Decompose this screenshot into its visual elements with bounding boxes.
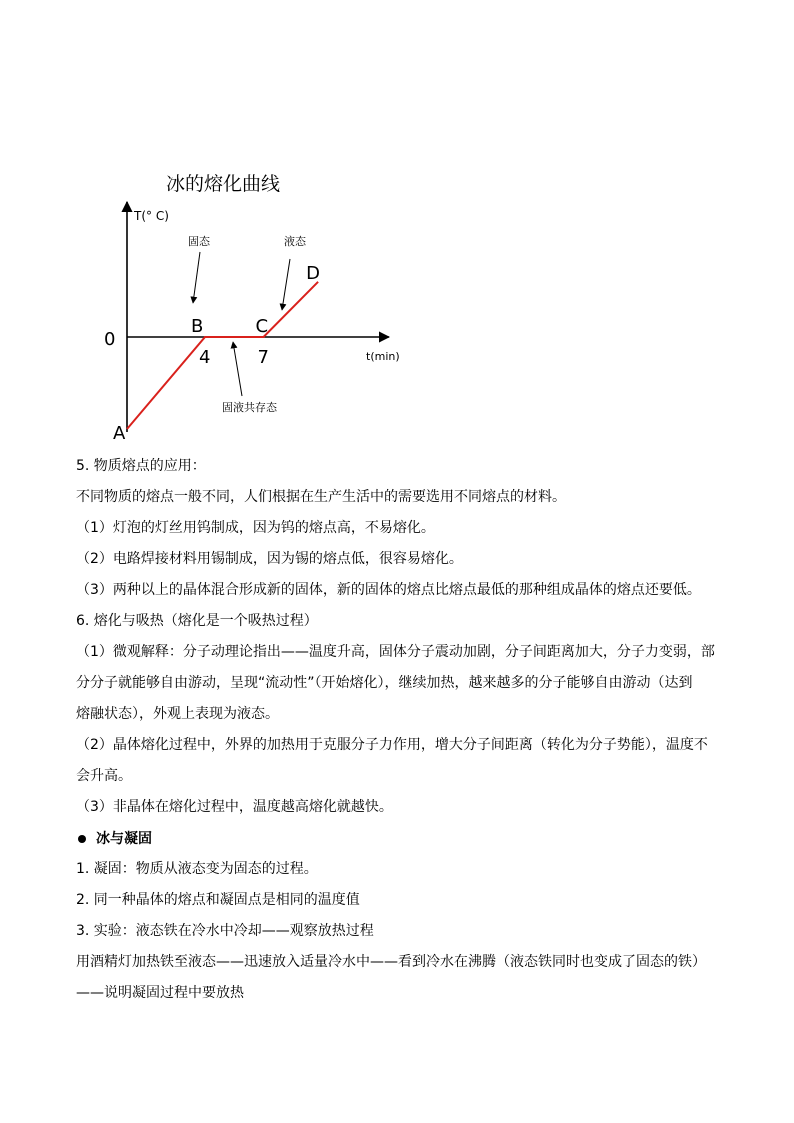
section-6-item-1-line-1: （1）微观解释：分子动理论指出——温度升高，固体分子震动加剧，分子间距离加大，分子力变弱，部 [76,644,715,660]
section-5-item-2: （2）电路焊接材料用锡制成，因为锡的熔点低，很容易熔化。 [76,551,463,567]
section-5-intro: 不同物质的熔点一般不同，人们根据在生产生活中的需要选用不同熔点的材料。 [76,489,566,505]
point-label-d: D [306,262,320,284]
chart-title: 冰的熔化曲线 [166,173,281,195]
y-axis-label: T(° C) [134,209,169,223]
x-tick-label-4: 4 [199,347,211,368]
section-6-item-3: （3）非晶体在熔化过程中，温度越高熔化就越快。 [76,799,393,815]
bullet-dot [78,835,86,843]
section-6-item-1-line-3: 熔融状态），外观上表现为液态。 [76,706,279,722]
bullet-heading: 冰与凝固 [96,831,152,847]
point-label-b: B [191,316,204,337]
solidify-item-4-line-2: ——说明凝固过程中要放热 [76,985,244,1001]
origin-label: 0 [104,329,116,350]
annotation-liquid-label: 液态 [284,235,306,248]
solidify-item-2: 2. 同一种晶体的熔点和凝固点是相同的温度值 [76,892,360,908]
section-5-heading: 5. 物质熔点的应用： [76,458,206,474]
annotation-solid-label: 固态 [188,235,210,248]
annotation-coexist-label: 固液共存态 [222,401,277,414]
annotation-solid-arrow [193,252,200,303]
point-label-a: A [113,423,126,444]
annotation-coexist-arrow [233,342,242,396]
point-label-c: C [255,316,269,337]
solidify-item-1: 1. 凝固：物质从液态变为固态的过程。 [76,861,318,877]
melting-curve-chart [96,160,426,450]
section-5-item-1: （1）灯泡的灯丝用钨制成，因为钨的熔点高，不易熔化。 [76,520,435,536]
x-tick-label-7: 7 [257,347,269,368]
section-6-heading: 6. 熔化与吸热（熔化是一个吸热过程） [76,613,318,629]
section-6-item-1-line-2: 分分子就能够自由游动，呈现“流动性”（开始熔化），继续加热，越来越多的分子能够自由游动（达到 [76,675,693,691]
solidify-item-3: 3. 实验：液态铁在冷水中冷却——观察放热过程 [76,923,374,939]
section-6-item-2-line-1: （2）晶体熔化过程中，外界的加热用于克服分子力作用，增大分子间距离（转化为分子势能），温度不 [76,737,708,753]
section-6-item-2-line-2: 会升高。 [76,768,132,784]
x-axis-label: t(min) [366,350,400,363]
annotation-liquid-arrow [282,259,290,310]
section-5-item-3: （3）两种以上的晶体混合形成新的固体，新的固体的熔点比熔点最低的那种组成晶体的熔点还要低。 [76,582,701,598]
solidify-item-4-line-1: 用酒精灯加热铁至液态——迅速放入适量冷水中——看到冷水在沸腾（液态铁同时也变成了固态的铁） [76,954,706,970]
